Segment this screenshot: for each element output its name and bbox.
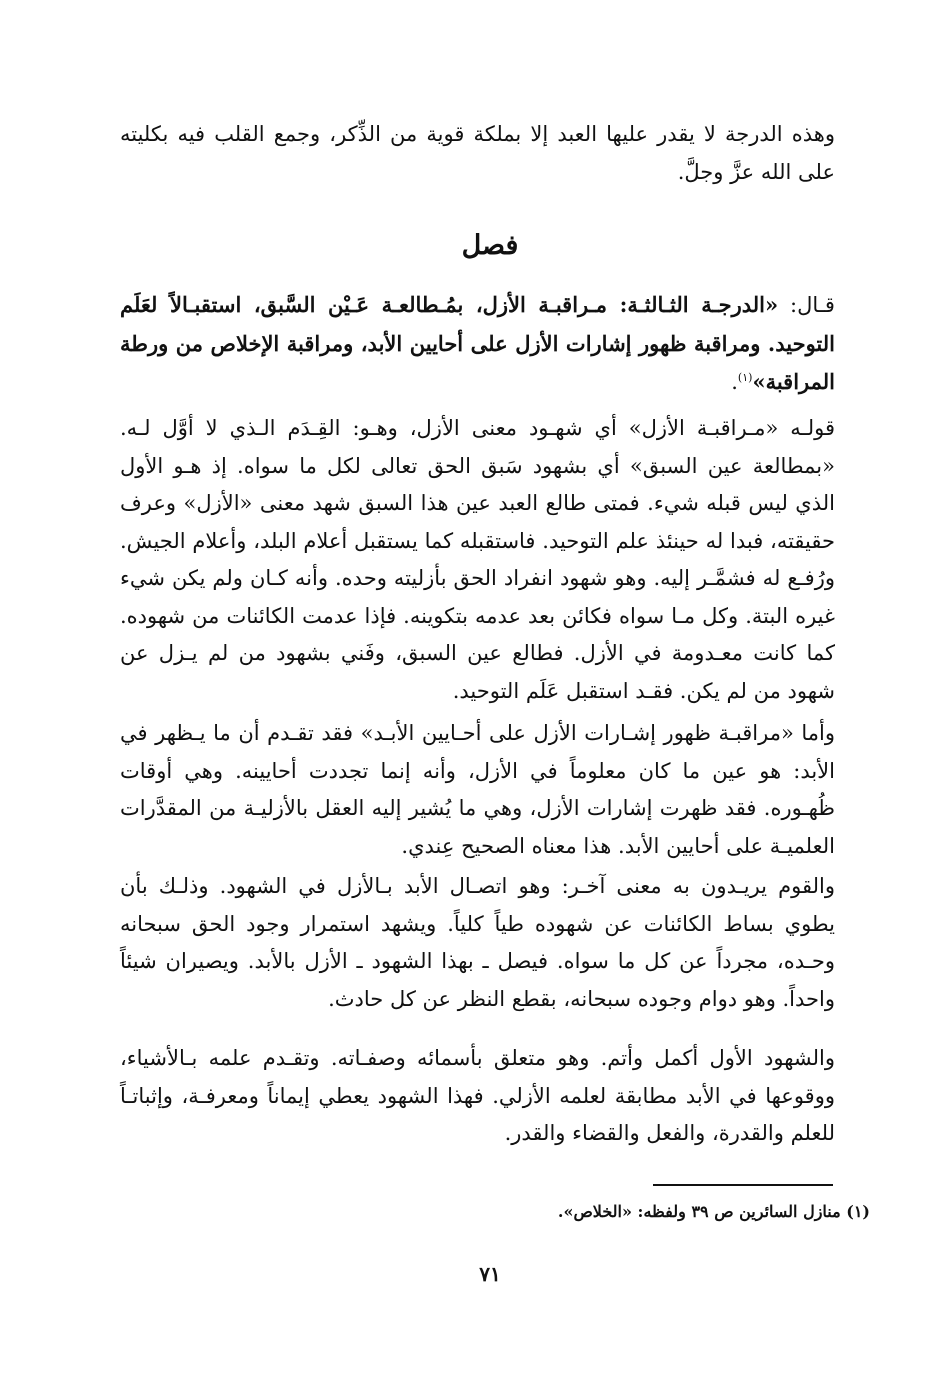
paragraph-commentary-2: وأما «مراقبـة ظهور إشـارات الأزل على أحـايين الأبـد» فقد تقـدم أن ما يـظهر في الأبد: هو عين ما كان معلوماً في الأزل، وأنه إنما تجددت أحايينه. وهي أوقات ظُهـوره. فقد ظهرت إشارات الأزل، وهي ما يُشير إليه العقل بالأزليـة من المقدَّرات العلميـة على أحايين الأبد. هذا معناه الصحيح عِندي. [120,721,835,858]
quote-block [120,286,835,402]
footnote-divider [653,1184,833,1186]
page-number: ٧١ [479,1262,501,1286]
quote-end: . [731,370,738,394]
quoted-paragraph [120,286,835,402]
text-block-fourth [120,1040,835,1153]
text-block-third [120,868,835,1018]
paragraph-commentary-4: والشهود الأول أكمل وأتم. وهو متعلق بأسمائه وصفـاته. وتقـدم علمه بـالأشياء، ووقوعها في الأبد مطابقة لعلمه الأزلي. فهذا الشهود يعطي إيماناً ومعرفـة، وإثباتـاً للعلم والقدرة، والفعل والقضاء والقدر. [120,1046,835,1145]
quote-intro: قـال: [790,293,835,317]
text-block-second [120,715,835,865]
footnote-marker: (١) [737,371,753,384]
paragraph-commentary-1: قولـه «مـراقبـة الأزل» أي شهـود معنى الأزل، وهـو: القِـدَم الـذي لا أوَّل لـه. «بمطالعة عين السبق» أي بشهود سَبق الحق تعالى لكل ما سواه. إذ هـو الأول الذي ليس قبله شيء. فمتى طالع العبد عين هذا السبق شهد معنى «الأزل» وعرف حقيقته، فبدا له حينئذ علم التوحيد. فاستقبله كما يستقبل أعلام البلد، وأعلام الجيش. ورُفـع له فشمَّـر إليه. وهو شهود انفراد الحق بأزليته وحده. وأنه كـان ولم يكن شيء غيره البتة. وكل مـا سواه فكائن بعد عدمه بتكوينه. فإذا عدمت الكائنات من شهوده. كما كانت معـدومة في الأزل. فطالع عين السبق، وفَني بشهود من لم يـزل عن شهود من لم يكن. فقـد استقبل عَلَم التوحيد. [120,416,835,703]
paragraph-commentary-3: والقوم يريـدون به معنى آخـر: وهو اتصـال الأبد بـالأزل في الشهود. وذلـك بأن يطوي بساط الكائنات عن شهوده طياً كلياً. ويشهد استمرار وجود الحق سبحانه وحـده، مجرداً عن كل ما سواه. فيصل ـ بهذا الشهود ـ الأزل بالأبد. ويصيران شيئاً واحداً. وهو دوام وجوده سبحانه، بقطع النظر عن كل حادث. [120,874,835,1011]
text-block-commentary [120,410,835,710]
text-block-intro [120,116,835,191]
quote-text: «الدرجـة الثـالثـة: مـراقبـة الأزل، بمُـطالعـة عَـيْن السَّبق، استقبـالاً لعَلَم التوحيد. ومراقبة ظهور إشارات الأزل على أحايين الأبد، ومراقبة الإخلاص من ورطة المراقبة» [120,292,835,394]
paragraph-intro: وهذه الدرجة لا يقدر عليها العبد إلا بملكة قوية من الذِّكر، وجمع القلب فيه بكليته على الله عزَّ وجلَّ. [120,122,835,184]
section-heading: فصل [461,230,519,261]
footnote: (١) منازل السائرين ص ٣٩ ولفظه: «الخلاص». [557,1202,870,1221]
